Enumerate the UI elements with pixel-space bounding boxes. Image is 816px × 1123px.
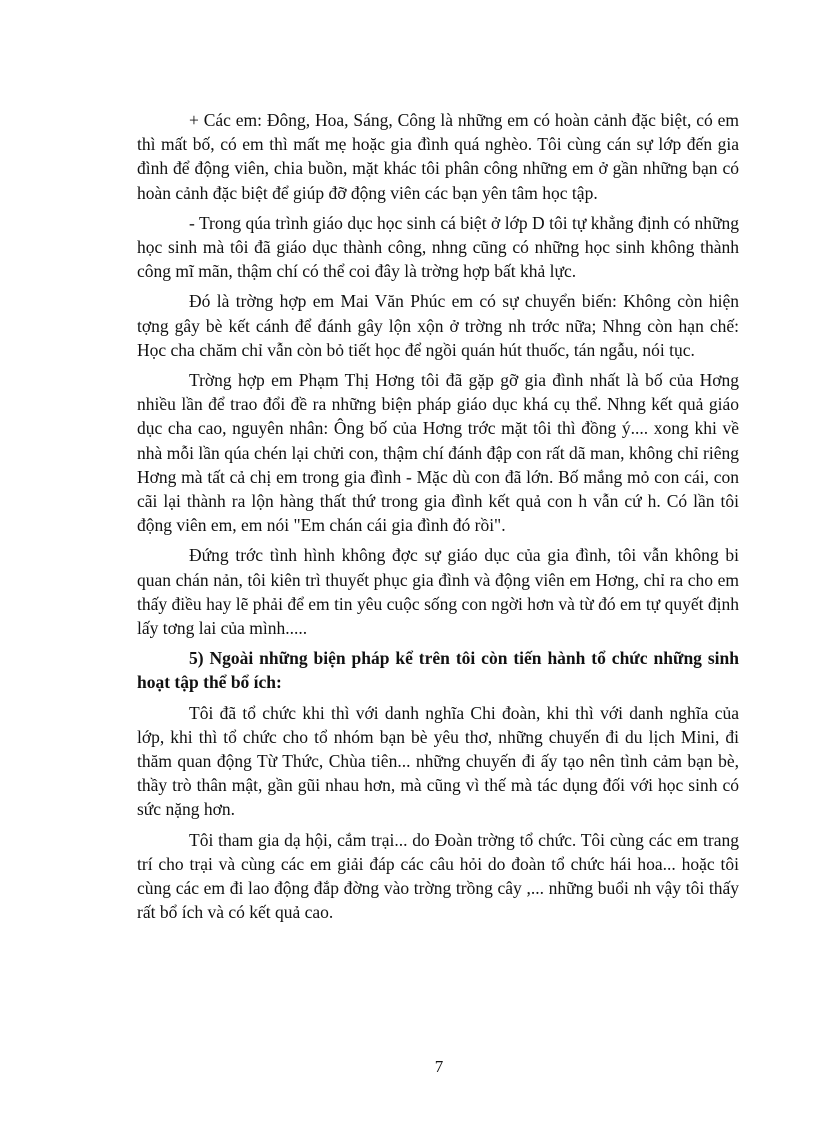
paragraph-education-process: - Trong qúa trình giáo dục học sinh cá biệt ở lớp D tôi tự khẳng định có những học sinh mà tôi đã giáo dục thành công, nhng cũng có những học sinh không thành công mĩ mãn, thậm chí có thể coi đây là trờng hợp bất khả lực. xyxy=(137,212,739,282)
paragraph-group-trips: Tôi đã tổ chức khi thì với danh nghĩa Chi đoàn, khi thì với danh nghĩa của lớp, khi thì tổ chức cho tổ nhóm bạn bè yêu thơ, những chuyến đi du lịch Mini, đi thăm quan động Từ Thức, Chùa tiên... những chuyến đi ấy tạo nên tình cảm bạn bè, thầy trò thân mật, gần gũi nhau hơn, mà cũng vì thế mà tác dụng đối với học sinh có sức nặng hơn. xyxy=(137,702,739,820)
paragraph-case-pham-thi-huong: Trờng hợp em Phạm Thị Hơng tôi đã gặp gỡ gia đình nhất là bố của Hơng nhiều lần để trao đổi đề ra những biện pháp giáo dục khá cụ thể. Nhng kết quả giáo dục cha cao, nguyên nhân: Ông bố của Hơng trớc mặt tôi thì đồng ý.... xong khi về nhà mỗi lần qúa chén lại chửi con, thậm chí đánh đập con rất dã man, không chỉ riêng Hơng mà tất cả chị em trong gia đình - Mặc dù con đã lớn. Bố mắng mỏ con cái, con cãi lại thành ra lộn hàng thất thứ trong gia đình kết quả con h vẫn cứ h. Có lần tôi động viên em, em nói "Em chán cái gia đình đó rồi". xyxy=(137,370,739,536)
paragraph-persistence: Đứng trớc tình hình không đợc sự giáo dục của gia đình, tôi vẫn không bi quan chán nản, tôi kiên trì thuyết phục gia đình và động viên em Hơng, chỉ ra cho em thấy điều hay lẽ phải để em tin yêu cuộc sống con ngời hơn và từ đó em tự quyết định lấy tơng lai của mình..... xyxy=(137,545,739,639)
paragraph-special-circumstances: + Các em: Đông, Hoa, Sáng, Công là những em có hoàn cảnh đặc biệt, có em thì mất bố, có em thì mất mẹ hoặc gia đình quá nghèo. Tôi cùng cán sự lớp đến gia đình để động viên, chia buồn, mặt khác tôi phân công những em ở gần những bạn có hoàn cảnh đặc biệt để giúp đỡ động viên các bạn yên tâm học tập. xyxy=(137,110,739,203)
section-heading-5: 5) Ngoài những biện pháp kể trên tôi còn tiến hành tổ chức những sinh hoạt tập thể bổ ích: xyxy=(137,648,739,693)
paragraph-camp-activities: Tôi tham gia dạ hội, cắm trại... do Đoàn trờng tổ chức. Tôi cùng các em trang trí cho trại và cùng các em giải đáp các câu hỏi do đoàn tổ chức hái hoa... hoặc tôi cùng các em đi lao động đắp đờng vào trờng trồng cây ,... những buổi nh vậy tôi thấy rất bổ ích và có kết quả cao. xyxy=(137,829,739,923)
page-body xyxy=(137,108,739,931)
paragraph-case-mai-van-phuc: Đó là trờng hợp em Mai Văn Phúc em có sự chuyển biến: Không còn hiện tợng gây bè kết cánh để đánh gây lộn xộn ở trờng nh trớc nữa; Nhng còn hạn chế: Học cha chăm chỉ vẫn còn bỏ tiết học để ngồi quán hút thuốc, tán ngẫu, nói tục. xyxy=(137,291,739,360)
page-number: 7 xyxy=(434,1057,444,1076)
